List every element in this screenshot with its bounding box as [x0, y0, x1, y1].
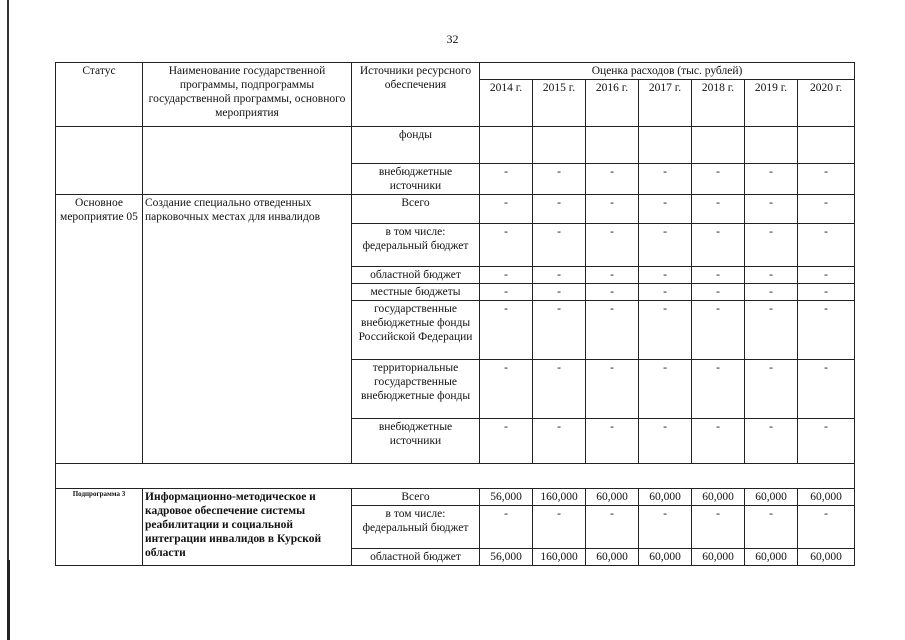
value-cell: 60,000: [586, 549, 639, 566]
dash-cell: -: [480, 360, 533, 419]
dash-cell: -: [692, 267, 745, 284]
year-2020: 2020 г.: [798, 80, 855, 127]
subprogram-status: Подпрограмма 3: [56, 489, 143, 566]
dash-cell: -: [480, 284, 533, 301]
spacer-row: [56, 464, 855, 489]
dash-cell: -: [639, 164, 692, 195]
empty-cell: [692, 464, 745, 489]
value-cell: 160,000: [533, 489, 586, 506]
header-name: Наименование государственной программы, подпрограммы государственной программы, основного мероприятия: [143, 63, 352, 127]
dash-cell: -: [798, 267, 855, 284]
dash-cell: -: [533, 224, 586, 267]
value-cell: 60,000: [639, 549, 692, 566]
value-cell: 60,000: [798, 549, 855, 566]
source-cell: Всего: [352, 195, 480, 224]
source-cell: областной бюджет: [352, 267, 480, 284]
dash-cell: -: [745, 164, 798, 195]
dash-cell: -: [798, 284, 855, 301]
measure-name: Создание специально отведенных парковочных местах для инвалидов: [143, 195, 352, 464]
dash-cell: -: [798, 506, 855, 549]
source-cell: внебюджетные источники: [352, 419, 480, 464]
dash-cell: -: [639, 360, 692, 419]
dash-cell: -: [586, 164, 639, 195]
measure-status: Основное мероприятие 05: [56, 195, 143, 464]
empty-cell: [745, 127, 798, 164]
dash-cell: -: [480, 195, 533, 224]
year-2017: 2017 г.: [639, 80, 692, 127]
dash-cell: -: [480, 506, 533, 549]
value-cell: 160,000: [533, 549, 586, 566]
dash-cell: -: [798, 419, 855, 464]
header-sources: Источники ресурсного обеспечения: [352, 63, 480, 127]
dash-cell: -: [533, 284, 586, 301]
dash-cell: -: [745, 224, 798, 267]
dash-cell: -: [639, 284, 692, 301]
year-2015: 2015 г.: [533, 80, 586, 127]
year-2014: 2014 г.: [480, 80, 533, 127]
empty-cell: [480, 464, 533, 489]
dash-cell: -: [798, 360, 855, 419]
source-cell: в том числе: федеральный бюджет: [352, 224, 480, 267]
value-cell: 56,000: [480, 489, 533, 506]
empty-cell: [352, 464, 480, 489]
empty-cell: [639, 127, 692, 164]
empty-cell: [56, 464, 143, 489]
dash-cell: -: [745, 267, 798, 284]
dash-cell: -: [533, 419, 586, 464]
dash-cell: -: [480, 301, 533, 360]
dash-cell: -: [586, 284, 639, 301]
header-row: [56, 63, 855, 80]
dash-cell: -: [586, 195, 639, 224]
header-estimate: Оценка расходов (тыс. рублей): [480, 63, 855, 80]
name-cell-empty: [143, 127, 352, 195]
empty-cell: [480, 127, 533, 164]
dash-cell: -: [480, 164, 533, 195]
value-cell: 60,000: [586, 489, 639, 506]
table-row: [56, 195, 855, 224]
dash-cell: -: [586, 419, 639, 464]
dash-cell: -: [480, 419, 533, 464]
dash-cell: -: [692, 164, 745, 195]
dash-cell: -: [480, 224, 533, 267]
dash-cell: -: [692, 195, 745, 224]
empty-cell: [798, 127, 855, 164]
empty-cell: [639, 464, 692, 489]
dash-cell: -: [639, 506, 692, 549]
dash-cell: -: [586, 506, 639, 549]
empty-cell: [692, 127, 745, 164]
dash-cell: -: [586, 360, 639, 419]
dash-cell: -: [533, 506, 586, 549]
source-cell: внебюджетные источники: [352, 164, 480, 195]
dash-cell: -: [798, 195, 855, 224]
source-cell: местные бюджеты: [352, 284, 480, 301]
empty-cell: [798, 464, 855, 489]
page-number: 32: [446, 32, 459, 46]
dash-cell: -: [533, 164, 586, 195]
dash-cell: -: [639, 267, 692, 284]
dash-cell: -: [798, 164, 855, 195]
empty-cell: [745, 464, 798, 489]
dash-cell: -: [692, 360, 745, 419]
dash-cell: -: [586, 267, 639, 284]
empty-cell: [533, 464, 586, 489]
dash-cell: -: [798, 301, 855, 360]
dash-cell: -: [745, 284, 798, 301]
value-cell: 60,000: [639, 489, 692, 506]
value-cell: 60,000: [692, 549, 745, 566]
empty-cell: [533, 127, 586, 164]
dash-cell: -: [586, 301, 639, 360]
value-cell: 60,000: [745, 489, 798, 506]
dash-cell: -: [692, 301, 745, 360]
dash-cell: -: [639, 419, 692, 464]
dash-cell: -: [533, 301, 586, 360]
dash-cell: -: [692, 224, 745, 267]
subprogram-name: Информационно-методическое и кадровое обеспечение системы реабилитации и социальной интеграции инвалидов в Курской области: [143, 489, 352, 566]
value-cell: 60,000: [745, 549, 798, 566]
value-cell: 60,000: [798, 489, 855, 506]
dash-cell: -: [798, 224, 855, 267]
dash-cell: -: [533, 195, 586, 224]
year-2016: 2016 г.: [586, 80, 639, 127]
source-cell: в том числе: федеральный бюджет: [352, 506, 480, 549]
value-cell: 60,000: [692, 489, 745, 506]
dash-cell: -: [745, 301, 798, 360]
empty-cell: [143, 464, 352, 489]
dash-cell: -: [745, 360, 798, 419]
empty-cell: [586, 127, 639, 164]
source-cell: государственные внебюджетные фонды Российской Федерации: [352, 301, 480, 360]
dash-cell: -: [745, 506, 798, 549]
table-row: [56, 489, 855, 506]
status-cell-empty: [56, 127, 143, 195]
dash-cell: -: [745, 195, 798, 224]
dash-cell: -: [692, 419, 745, 464]
source-cell: областной бюджет: [352, 549, 480, 566]
dash-cell: -: [586, 224, 639, 267]
empty-cell: [586, 464, 639, 489]
header-status: Статус: [56, 63, 143, 127]
scan-edge-bottom: [7, 560, 10, 640]
dash-cell: -: [533, 360, 586, 419]
dash-cell: -: [692, 284, 745, 301]
scan-edge: [7, 0, 9, 640]
expenditure-table: [55, 62, 855, 566]
source-cell: территориальные государственные внебюджетные фонды: [352, 360, 480, 419]
dash-cell: -: [639, 224, 692, 267]
dash-cell: -: [745, 419, 798, 464]
source-cell: фонды: [352, 127, 480, 164]
year-2018: 2018 г.: [692, 80, 745, 127]
value-cell: 56,000: [480, 549, 533, 566]
table-row: [56, 127, 855, 164]
dash-cell: -: [480, 267, 533, 284]
source-cell: Всего: [352, 489, 480, 506]
dash-cell: -: [639, 301, 692, 360]
dash-cell: -: [692, 506, 745, 549]
dash-cell: -: [639, 195, 692, 224]
dash-cell: -: [533, 267, 586, 284]
year-2019: 2019 г.: [745, 80, 798, 127]
